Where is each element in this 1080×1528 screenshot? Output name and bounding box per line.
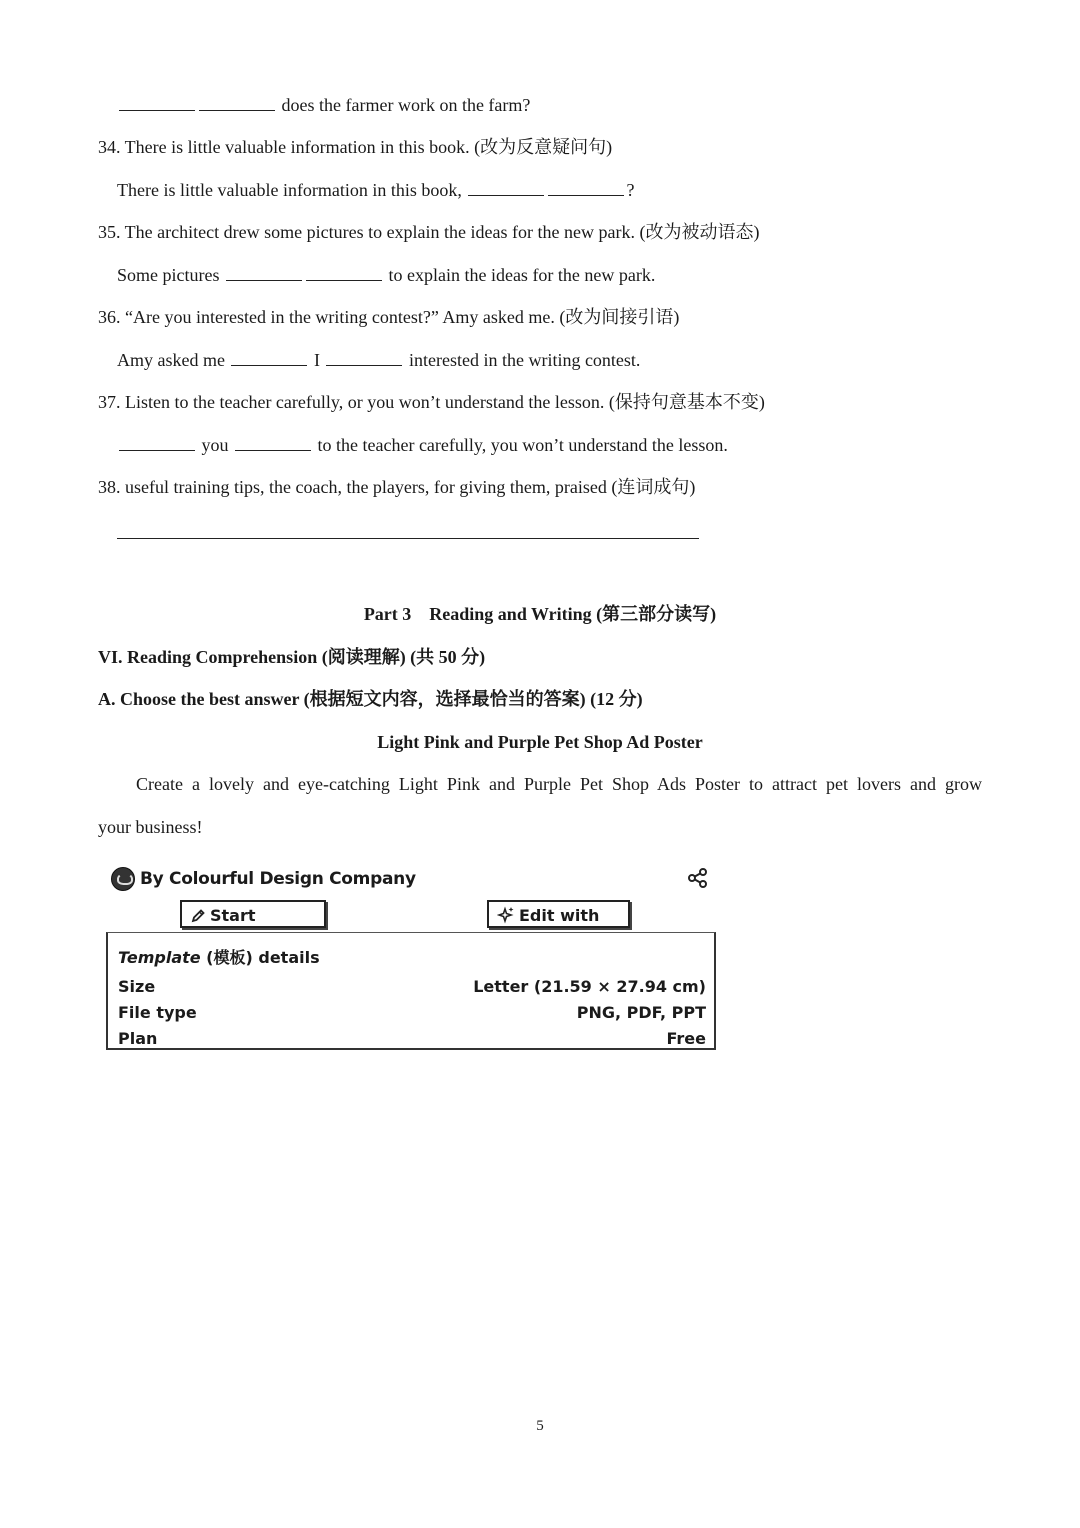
detail-key: Size (118, 977, 156, 996)
template-figure (104, 860, 720, 1056)
answer-blank[interactable] (306, 265, 382, 281)
answer-blank[interactable] (548, 180, 624, 196)
q37-answer-tail: to the teacher carefully, you won’t understand the lesson. (317, 435, 728, 455)
detail-key: Plan (118, 1029, 158, 1048)
detail-key: File type (118, 1003, 197, 1022)
detail-value: PNG, PDF, PPT (576, 1003, 706, 1022)
q37-prompt: 37. Listen to the teacher carefully, or you won’t understand the lesson. (保持句意基本不变) (98, 392, 765, 412)
q37-answer-line (117, 434, 728, 456)
article-intro-line2: your business! (98, 817, 203, 837)
edit-with-ai-label: Edit with (519, 906, 600, 925)
answer-blank[interactable] (231, 350, 307, 366)
brand-name: By Colourful Design Company (140, 869, 416, 889)
edit-with-ai-button[interactable] (487, 900, 630, 928)
answer-blank[interactable] (326, 350, 402, 366)
q38-answer-blank[interactable] (117, 538, 699, 539)
q37-answer-mid: you (201, 435, 229, 455)
answer-blank[interactable] (235, 435, 311, 451)
q34-answer-head: There is little valuable information in this book, (117, 180, 462, 200)
q36-answer-line (117, 349, 640, 371)
answer-blank[interactable] (199, 95, 275, 111)
template-details-title (118, 945, 320, 968)
q38-prompt: 38. useful training tips, the coach, the players, for giving them, praised (连词成句) (98, 477, 696, 497)
start-editing-button[interactable] (180, 900, 326, 928)
answer-blank[interactable] (119, 95, 195, 111)
q36-answer-mid: I (313, 350, 320, 370)
template-word: Template (118, 948, 201, 967)
section6-title: VI. Reading Comprehension (阅读理解) (共 50 分) (98, 647, 486, 667)
q33-answer-tail: does the farmer work on the farm? (281, 95, 531, 115)
article-intro-line1: Create a lovely and eye-catching Light Pink and Purple Pet Shop Ads Poster to attract pet lovers and grow (136, 774, 982, 794)
q36-answer-tail: interested in the writing contest. (408, 350, 641, 370)
answer-blank[interactable] (226, 265, 302, 281)
q34-answer-line (117, 179, 634, 201)
q33-answer-line (117, 94, 530, 116)
company-logo-icon (111, 867, 135, 891)
answer-blank[interactable] (468, 180, 544, 196)
q34-answer-tail: ? (626, 180, 635, 200)
page-number: 5 (536, 1418, 544, 1434)
sparkle-icon (497, 906, 515, 924)
part3-title: Part 3 Reading and Writing (第三部分读写) (363, 604, 717, 624)
q35-answer-head: Some pictures (117, 265, 220, 285)
template-details-panel (106, 932, 716, 1050)
pencil-icon (190, 908, 206, 924)
answer-blank[interactable] (119, 435, 195, 451)
q34-prompt: 34. There is little valuable information in this book. (改为反意疑问句) (98, 137, 613, 157)
sectionA-title: A. Choose the best answer (根据短文内容，选择最恰当的答案) (12 分) (98, 689, 643, 709)
detail-value: Letter (21.59 × 27.94 cm) (473, 977, 706, 996)
q36-prompt: 36. “Are you interested in the writing contest?” Amy asked me. (改为间接引语) (98, 307, 680, 327)
article-title: Light Pink and Purple Pet Shop Ad Poster (377, 732, 703, 752)
q35-prompt: 35. The architect drew some pictures to explain the ideas for the new park. (改为被动语态) (98, 222, 760, 242)
detail-value: Free (666, 1029, 706, 1048)
q35-answer-tail: to explain the ideas for the new park. (388, 265, 656, 285)
q35-answer-line (117, 264, 655, 286)
start-editing-label: Start (210, 906, 256, 925)
q36-answer-head: Amy asked me (117, 350, 225, 370)
details-title-rest: (模板) details (200, 948, 320, 967)
share-icon[interactable] (688, 868, 708, 888)
